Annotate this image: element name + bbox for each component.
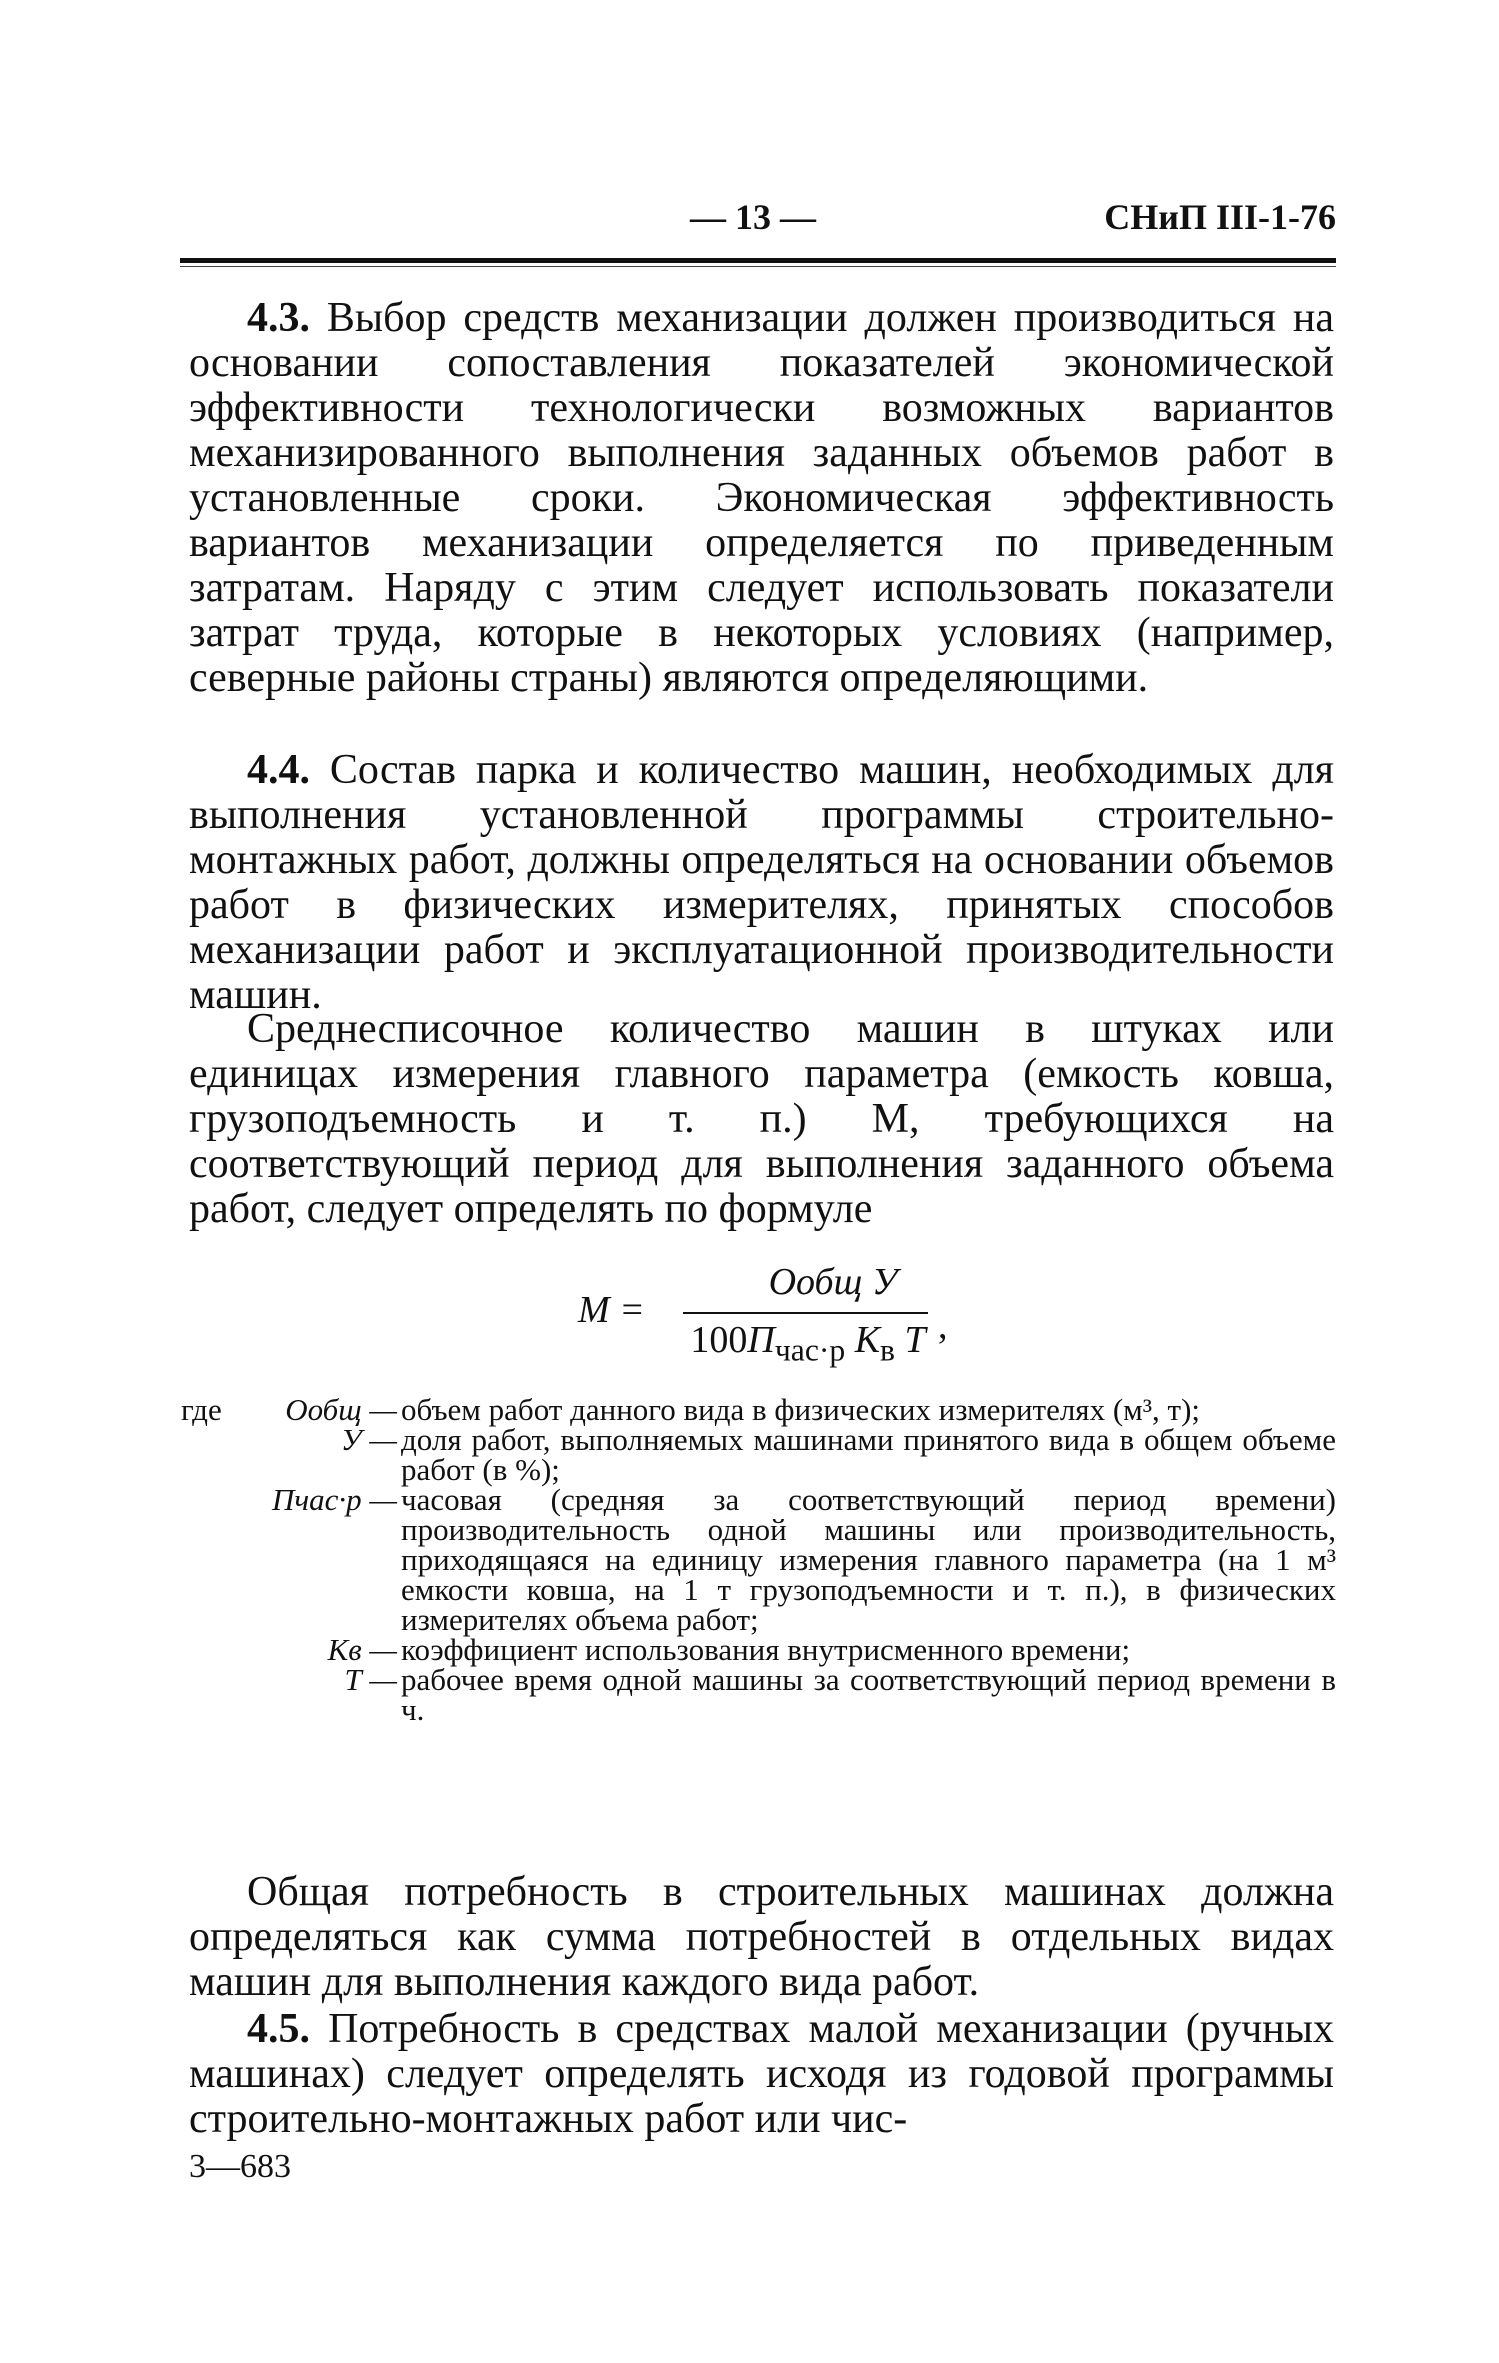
- page-number: — 13 —: [690, 197, 816, 237]
- formula-lhs: М =: [578, 1289, 645, 1331]
- formula-denominator: $100П_{час\cdot р}$ $К_в$ Т: [690, 1319, 926, 1368]
- paragraph-number: 4.5.: [247, 2006, 310, 2052]
- definitions-list: [181, 1392, 1336, 1727]
- paragraph-4-3: [189, 296, 1334, 701]
- definition-item: [181, 1632, 1336, 1667]
- definition-item: [181, 1422, 1336, 1487]
- definition-item: [181, 1482, 1336, 1637]
- fraction-bar: [683, 1312, 928, 1314]
- paragraph-text: Среднесписочное количество машин в штуках или единицах измерения главного параметра (емкость ковша, грузоподъемность и т. п.) М, требующихся на соответствующий период для выполнения заданного объема работ, следует определять по формуле: [189, 1006, 1334, 1232]
- paragraph-number: 4.4.: [247, 747, 310, 793]
- header-rule-thin: [180, 266, 1336, 267]
- header-rule: [180, 258, 1336, 263]
- paragraph-text: Потребность в средствах малой механизации (ручных машинах) следует определять исходя из годовой программы строительно-монтажных работ или чис-: [189, 2006, 1334, 2142]
- formula-comma: ,: [938, 1305, 948, 1347]
- paragraph-average-count: [189, 1007, 1334, 1232]
- formula-numerator: Oобщ У: [768, 1261, 898, 1303]
- paragraph-4-5: [189, 2007, 1334, 2142]
- paragraph-total-need: [189, 1870, 1334, 2005]
- definition-text: объем работ данного вида в физических измерителях (м³, т);: [401, 1392, 1201, 1427]
- paragraph-4-4: [189, 748, 1334, 1018]
- definition-symbol: Кв —: [327, 1632, 397, 1667]
- definition-symbol: Пчас·р —: [272, 1482, 397, 1517]
- paragraph-text: Состав парка и количество машин, необходимых для выполнения установленной программы строительно-монтажных работ, должны определяться на основании объемов работ в физических измерителях, принятых способов механизации работ и эксплуатационной производительности машин.: [189, 747, 1334, 1018]
- definition-symbol: Т —: [344, 1662, 397, 1697]
- definition-symbol: У —: [340, 1422, 397, 1457]
- definition-item: [181, 1392, 1336, 1427]
- definition-item: [181, 1662, 1336, 1727]
- page-header: [180, 196, 1336, 246]
- definition-text: коэффициент использования внутрисменного времени;: [401, 1632, 1131, 1667]
- document-code: СНиП III-1-76: [1104, 197, 1336, 237]
- where-label: где: [181, 1392, 222, 1427]
- definition-text: часовая (средняя за соответствующий период времени) производительность одной машины или производительность, приходящаяся на единицу измерения главного параметра (на 1 м³ емкости ковша, на 1 т грузоподъемности и т. п.), в физических измерителях объема работ;: [401, 1482, 1336, 1637]
- definition-symbol: Oобщ —: [285, 1392, 397, 1427]
- paragraph-text: Общая потребность в строительных машинах должна определяться как сумма потребностей в отдельных видах машин для выполнения каждого вида работ.: [189, 1869, 1334, 2005]
- paragraph-number: 4.3.: [247, 295, 310, 341]
- paragraph-text: Выбор средств механизации должен производиться на основании сопоставления показателей экономической эффективности технологически возможных вариантов механизированного выполнения заданных объемов работ в установленные сроки. Экономическая эффективность вариантов механизации определяется по приведенным затратам. Наряду с этим следует использовать показатели затрат труда, которые в некоторых условиях (например, северные районы страны) являются определяющими.: [189, 295, 1334, 701]
- definition-text: доля работ, выполняемых машинами принятого вида в общем объеме работ (в %);: [401, 1422, 1336, 1487]
- definition-text: рабочее время одной машины за соответствующий период времени в ч.: [401, 1662, 1336, 1727]
- signature-mark: 3—683: [189, 2148, 291, 2185]
- formula: [578, 1260, 978, 1368]
